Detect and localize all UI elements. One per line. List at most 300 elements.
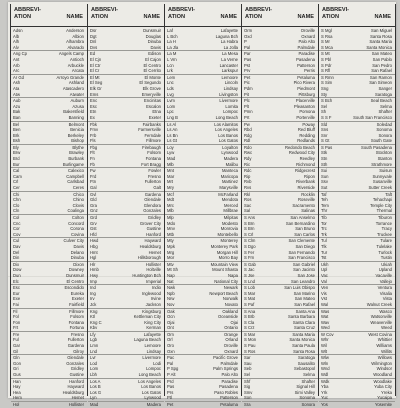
- abbreviation-cell: Ocn: [167, 314, 175, 320]
- name-cell: Orland: [225, 337, 238, 343]
- name-cell: Tulare: [380, 238, 392, 244]
- name-cell: Fullerton: [67, 337, 84, 343]
- name-cell: Alvarado: [67, 44, 84, 50]
- name-cell: Ripon: [304, 173, 315, 179]
- abbreviation-cell: Ls Bn: [167, 132, 178, 138]
- name-cell: Lynwood: [221, 150, 238, 156]
- name-cell: Long Beach: [215, 114, 238, 120]
- abbreviation-cell: Fb: [90, 161, 95, 167]
- abbreviation-cell: Teh: [321, 197, 328, 203]
- table-row: [165, 279, 241, 286]
- table-row: [242, 372, 318, 379]
- abbreviation-cell: Rkl: [244, 191, 251, 197]
- name-cell: Campbell: [66, 173, 84, 179]
- abbrev-label-line1: ABBREVI-: [14, 7, 42, 13]
- abbreviation-cell: Lcn: [167, 62, 174, 68]
- abbreviation-cell: Dow: [13, 267, 22, 273]
- abbreviation-cell: S Pau: [244, 343, 256, 349]
- abbreviation-cell: Lyn: [90, 395, 97, 401]
- name-cell: McFarland: [218, 191, 238, 197]
- abbreviation-cell: Thr: [321, 208, 328, 214]
- name-cell: Woodland: [373, 372, 392, 378]
- abbreviation-cell: S Brn: [244, 220, 255, 226]
- abbreviation-cell: Pac: [167, 355, 175, 361]
- abbreviation-cell: Fls: [90, 138, 96, 144]
- abbreviation-cell: Was: [321, 308, 330, 314]
- abbreviation-cell: S Jac: [244, 267, 255, 273]
- name-cell: Suisun: [379, 168, 392, 174]
- abbreviation-cell: Sra: [244, 402, 251, 407]
- abbreviation-cell: Plc: [244, 98, 250, 104]
- name-cell: El Cajon: [145, 56, 161, 62]
- name-cell: Taft: [385, 191, 392, 197]
- name-cell: Arcata: [71, 68, 84, 74]
- table-row: [11, 45, 87, 52]
- name-cell: Chico: [73, 191, 84, 197]
- name-cell: Fowler: [148, 168, 161, 174]
- name-cell: Long Beach: [138, 372, 161, 378]
- name-cell: El Centro: [66, 278, 84, 284]
- abbreviation-cell: Wav: [321, 319, 330, 325]
- name-cell: King City: [144, 319, 161, 325]
- abbreviation-cell: Lrk: [167, 68, 173, 74]
- name-cell: Richmond: [296, 161, 315, 167]
- name-cell: San Rafael: [371, 68, 392, 74]
- table-row: [165, 162, 241, 169]
- name-cell: Gridley: [70, 366, 84, 372]
- name-cell: Benicia: [70, 127, 84, 133]
- abbreviation-cell: Gri: [13, 366, 19, 372]
- name-cell: Gardena: [144, 191, 161, 197]
- abbreviation-cell: Lgb: [90, 337, 97, 343]
- name-cell: Folsom: [147, 150, 161, 156]
- abbreviation-cell: S Lnd: [244, 278, 255, 284]
- abbreviation-cell: S Ans: [244, 215, 255, 220]
- name-cell: San Mateo: [294, 296, 315, 302]
- name-cell: Sonora: [378, 132, 392, 138]
- abbreviation-cell: Lds: [167, 85, 174, 91]
- name-cell: Shafter: [301, 378, 315, 384]
- abbreviation-cell: Sut: [321, 185, 328, 191]
- name-cell: Escalon: [146, 103, 161, 109]
- name-cell: Sausalito: [297, 360, 315, 366]
- abbreviation-cell: Mnv: [167, 226, 175, 232]
- abbreviation-cell: Tib: [321, 215, 327, 220]
- name-cell: Milpitas: [223, 215, 238, 220]
- abbreviation-cell: Azu: [13, 103, 21, 109]
- abbreviation-cell: Pw: [244, 121, 250, 127]
- abbreviation-cell: S Ana: [244, 308, 256, 314]
- abbreviation-cell: Wln: [321, 360, 329, 366]
- name-cell: Exeter: [148, 114, 161, 120]
- abbreviation-cell: Rdy: [244, 156, 252, 162]
- abbreviation-cell: Oxn: [167, 348, 175, 354]
- name-cell: Los Gatos: [218, 138, 238, 144]
- abbreviation-cell: Rip: [244, 173, 251, 179]
- abbreviation-cell: Lom: [167, 103, 176, 109]
- abbreviation-cell: Brd: [13, 156, 20, 162]
- abbreviation-cell: Sui: [321, 168, 328, 174]
- abbreviation-cell: Wat: [321, 314, 329, 320]
- abbreviation-cell: S Mat: [244, 296, 255, 302]
- name-cell: Santa Barbara: [287, 314, 315, 320]
- name-cell: Glendora: [143, 202, 161, 208]
- name-cell: Redwood City: [288, 150, 315, 156]
- abbreviation-cell: Lvr: [90, 355, 96, 361]
- abbreviation-cell: Ben: [13, 127, 21, 133]
- table-row: [319, 208, 395, 215]
- table-row: [11, 279, 87, 286]
- name-cell: Bakersfield: [63, 109, 84, 115]
- name-cell: Delano: [70, 249, 84, 255]
- abbreviation-cell: Rvb: [244, 179, 252, 185]
- name-cell: Kettleman City: [133, 314, 161, 320]
- table-row: [242, 92, 318, 99]
- table-row: [88, 45, 164, 52]
- abbreviation-cell: Mlb: [167, 208, 174, 214]
- name-cell: Oxnard: [224, 348, 238, 354]
- abbreviation-cell: Smv: [244, 389, 253, 395]
- table-row: [88, 402, 164, 408]
- abbreviation-cell: S Dgo: [244, 243, 256, 249]
- name-cell: Turlock: [378, 249, 392, 255]
- name-cell: Healdsburg: [139, 243, 161, 249]
- table-row: [242, 115, 318, 122]
- abbreviation-cell: Tst: [321, 255, 327, 261]
- abbreviation-cell: Mnt: [167, 168, 174, 174]
- abbreviation-cell: Mlb: [167, 161, 174, 167]
- name-cell: San Leandro: [291, 278, 315, 284]
- name-cell: Red Bluff: [297, 127, 315, 133]
- abbreviation-cell: Ban: [13, 114, 21, 120]
- name-cell: Weaverville: [370, 319, 392, 325]
- table-row: [11, 395, 87, 402]
- table-row: [88, 185, 164, 192]
- name-cell: Tiburon: [377, 215, 392, 220]
- name-cell: Livermore: [219, 98, 238, 104]
- name-cell: Bishop: [71, 138, 84, 144]
- table-row: [88, 255, 164, 262]
- table-row: [242, 279, 318, 286]
- abbreviation-cell: Vac: [321, 272, 328, 278]
- abbreviation-cell: S Mt: [321, 51, 330, 57]
- name-cell: Riverside: [297, 185, 315, 191]
- name-cell: Los Angeles: [138, 378, 161, 384]
- name-cell: Thermal: [376, 208, 392, 214]
- table-row: [242, 138, 318, 145]
- abbreviation-cell: Whr: [321, 337, 329, 343]
- column-4: [241, 4, 318, 407]
- name-cell: Stockton: [375, 150, 392, 156]
- table-row: [242, 162, 318, 169]
- abbreviation-cell: Adsn: [13, 28, 23, 33]
- abbreviation-cell: Fai: [13, 301, 19, 307]
- table-row: [11, 68, 87, 75]
- abbreviation-cell: Stk: [321, 150, 328, 156]
- table-row: [11, 232, 87, 239]
- name-cell: Ojai: [230, 319, 238, 325]
- abbreviation-cell: Lmn: [90, 343, 99, 349]
- abbreviation-cell: Stn: [321, 156, 328, 162]
- abbreviation-cell: S Clm: [244, 238, 256, 244]
- name-cell: Novato: [224, 301, 238, 307]
- name-cell: San Pedro: [372, 62, 392, 68]
- name-cell: Glendale: [144, 197, 161, 203]
- table-row: [88, 325, 164, 332]
- name-cell: Pasadena: [219, 384, 238, 390]
- abbreviation-cell: Pet: [167, 402, 174, 407]
- name-cell: Paso Robles: [214, 389, 238, 395]
- table-row: [242, 185, 318, 192]
- abbreviation-cell: Pal: [244, 44, 251, 50]
- name-cell: Yuba City: [374, 384, 392, 390]
- abbreviation-cell: Wed: [321, 325, 330, 331]
- name-cell: Lindsay: [223, 85, 238, 91]
- name-cell: Piedmont: [297, 85, 315, 91]
- abbreviation-cell: Cer: [13, 185, 20, 191]
- abbrev-label-line2: ATION: [322, 14, 339, 20]
- column-header: [165, 4, 241, 27]
- abbreviation-cell: Gil: [13, 348, 19, 354]
- name-cell: Redding: [299, 132, 315, 138]
- name-cell: Willows: [377, 355, 392, 361]
- abbrev-label-line1: ABBREVI-: [245, 7, 273, 13]
- name-cell: Dunsmuir: [143, 28, 161, 33]
- name-cell: Ontario: [224, 325, 238, 331]
- table-row: [319, 138, 395, 145]
- abbreviation-cell: El Cjn: [90, 56, 102, 62]
- name-cell: Sebastopol: [294, 366, 315, 372]
- name-cell: Ashland: [68, 80, 84, 86]
- abbreviation-cell: Dvs: [90, 44, 98, 50]
- abbreviation-cell: Lvg: [167, 91, 174, 97]
- table-row: [165, 255, 241, 262]
- table-row: [319, 185, 395, 192]
- name-cell: Napa: [227, 272, 238, 278]
- table-row: [88, 92, 164, 99]
- abbreviation-cell: Arc: [13, 68, 20, 74]
- entry-list: [242, 27, 318, 408]
- name-cell: Gustine: [146, 226, 161, 232]
- abbreviation-cell: Cal: [13, 168, 20, 174]
- abbreviation-cell: Esc: [13, 285, 20, 291]
- abbreviation-cell: Flt: [90, 150, 95, 156]
- abbreviation-cell: Hol: [13, 402, 20, 407]
- abbreviation-cell: Kbv: [90, 325, 98, 331]
- name-cell: Hillsborough: [137, 255, 161, 261]
- abbreviation-cell: Imp: [90, 278, 97, 284]
- name-cell: Pleasanton: [294, 103, 315, 109]
- name-cell: Belmont: [68, 121, 84, 127]
- abbreviation-cell: Lvm: [167, 98, 175, 104]
- abbreviation-cell: El Ctr: [90, 62, 101, 68]
- abbreviation-cell: Shf: [244, 378, 251, 384]
- name-cell: Tulelake: [376, 243, 392, 249]
- name-cell: Sutter Creek: [368, 185, 392, 191]
- name-cell: Merced: [224, 202, 238, 208]
- abbreviation-cell: Cor: [13, 226, 20, 232]
- name-cell: Shafter: [378, 109, 392, 115]
- name-cell: Banning: [68, 114, 84, 120]
- table-row: [242, 325, 318, 332]
- abbreviation-cell: Fw: [90, 168, 96, 174]
- name-cell: Yreka: [381, 389, 392, 395]
- abbreviation-cell: S Mr: [321, 39, 330, 45]
- abbreviation-cell: Nov: [167, 301, 175, 307]
- abbreviation-cell: Orn: [167, 331, 174, 337]
- abbreviation-cell: Pas: [167, 384, 175, 390]
- name-cell: Angels Camp: [58, 51, 84, 57]
- abbreviation-cell: Ing: [90, 290, 96, 296]
- abbreviation-cell: Fbk: [90, 121, 97, 127]
- name-cell: Petaluma: [297, 74, 315, 80]
- name-cell: Colton: [71, 215, 84, 220]
- name-cell: Santa Ana: [295, 308, 315, 314]
- name-cell: Ferndale: [144, 132, 161, 138]
- name-cell: Orange: [224, 331, 238, 337]
- abbreviation-cell: Gln: [13, 355, 20, 361]
- name-cell: Hollister: [145, 261, 161, 267]
- abbreviation-cell: Sel: [244, 372, 251, 378]
- entry-list: [319, 27, 395, 408]
- abbreviation-cell: Jck: [90, 301, 97, 307]
- name-cell: Lindsay: [146, 348, 161, 354]
- abbreviation-cell: S Mca: [321, 44, 333, 50]
- name-cell: Encinitas: [144, 98, 161, 104]
- name-cell: Willits: [381, 348, 392, 354]
- abbreviation-cell: Lpc: [167, 109, 174, 115]
- column-5: [318, 4, 396, 407]
- abbreviation-cell: Mcf: [167, 191, 174, 197]
- abbreviation-cell: La Jla: [167, 44, 179, 50]
- name-cell: Downey: [68, 267, 84, 273]
- abbreviation-cell: Gra: [90, 202, 97, 208]
- name-cell: Oakland: [222, 308, 238, 314]
- abbreviation-cell: Hbg: [90, 243, 98, 249]
- abbreviation-cell: Lnd: [90, 348, 97, 354]
- abbreviation-cell: S Pdr: [321, 62, 332, 68]
- abbreviation-cell: Mrt: [167, 179, 174, 185]
- abbreviation-cell: S Crz: [244, 325, 255, 331]
- abbreviation-cell: Sac: [244, 202, 252, 208]
- abbreviation-cell: Fre: [13, 331, 20, 337]
- abbreviation-cell: Sar: [244, 355, 251, 361]
- table-row: [165, 395, 241, 402]
- name-cell: Santa Cruz: [294, 325, 315, 331]
- columns-container: [10, 4, 394, 407]
- abbreviation-cell: Oro: [167, 343, 174, 349]
- abbreviation-cell: Oak: [167, 308, 175, 314]
- name-cell: Edison: [148, 51, 161, 57]
- abbreviation-cell: Mt Sh: [167, 267, 178, 273]
- name-cell: Santa Paula: [292, 343, 315, 349]
- name-cell: Chino: [73, 197, 84, 203]
- name-cell: Pomona: [299, 109, 315, 115]
- abbreviation-cell: Fn: [90, 156, 95, 162]
- table-row: [165, 45, 241, 52]
- name-cell: Lompoc: [223, 109, 238, 115]
- abbreviation-cell: Ls An: [167, 127, 178, 133]
- name-cell: Berkeley: [67, 132, 84, 138]
- column-header: [11, 4, 87, 27]
- name-cell: Fillmore: [69, 308, 84, 314]
- table-row: [165, 349, 241, 356]
- name-cell: Firebaugh: [142, 144, 161, 150]
- abbreviation-cell: Exe: [13, 296, 21, 302]
- name-cell: Los Angeles: [215, 127, 238, 133]
- name-cell: Paradise: [298, 51, 315, 57]
- table-row: [88, 302, 164, 309]
- column-2: [87, 4, 164, 407]
- abbreviation-cell: Ex: [90, 114, 95, 120]
- abbreviation-cell: Eur: [13, 290, 20, 296]
- table-row: [165, 92, 241, 99]
- abbreviation-cell: Sun: [321, 173, 329, 179]
- name-cell: Vista: [382, 296, 392, 302]
- name-cell: Whittier: [377, 337, 392, 343]
- name-cell: La Verne: [221, 56, 238, 62]
- abbreviation-cell: S Crl: [244, 231, 254, 237]
- name-cell: Santa Monica: [289, 337, 315, 343]
- abbreviation-cell: Mdt: [167, 197, 174, 203]
- table-row: [242, 232, 318, 239]
- name-cell: Marysville: [219, 185, 238, 191]
- abbreviation-cell: S Fer: [244, 249, 255, 255]
- abbreviation-cell: Sth: [321, 161, 328, 167]
- name-cell: Pico Rivera: [293, 80, 315, 86]
- name-cell: Burlingame: [62, 161, 84, 167]
- name-cell: Atwater: [69, 91, 84, 97]
- abbreviation-cell: Dun: [13, 272, 21, 278]
- name-cell: Douglas: [145, 33, 161, 39]
- abbreviation-cell: Lnc: [167, 80, 174, 86]
- abbreviation-cell: Los G: [90, 389, 102, 395]
- name-cell: Brawley: [69, 150, 84, 156]
- name-cell: Grover City: [139, 220, 161, 226]
- table-row: [165, 402, 241, 408]
- name-cell: Malibu: [225, 161, 238, 167]
- abbreviation-cell: Vst: [321, 296, 328, 302]
- name-cell: Santa Monica: [366, 44, 392, 50]
- table-row: [319, 232, 395, 239]
- abbreviation-cell: Ful: [13, 337, 19, 343]
- name-cell: Galt: [153, 185, 161, 191]
- abbreviation-cell: Fon: [13, 319, 21, 325]
- abbreviation-cell: Gus: [13, 372, 21, 378]
- name-cell: Hanford: [146, 231, 161, 237]
- name-cell: Williams: [376, 343, 392, 349]
- abbreviation-cell: Crl: [13, 179, 19, 185]
- abbreviation-cell: La M: [167, 51, 177, 57]
- abbreviation-cell: Bsh: [13, 138, 21, 144]
- abbreviation-cell: Brw: [13, 150, 21, 156]
- abbreviation-cell: S Ros: [244, 348, 256, 354]
- entry-list: [165, 27, 241, 408]
- name-cell: Windsor: [376, 366, 392, 372]
- entry-list: [88, 27, 164, 408]
- name-cell: Weed: [381, 325, 392, 331]
- abbreviation-cell: Elk Gr: [90, 85, 102, 91]
- abbreviation-cell: Prd: [167, 378, 174, 384]
- name-cell: Palmdale: [297, 44, 315, 50]
- column-header: [319, 4, 395, 27]
- abbreviation-cell: Mad: [90, 402, 99, 407]
- abbreviation-cell: Hfd: [90, 231, 97, 237]
- abbreviation-cell: Rdc: [244, 168, 252, 174]
- name-label: NAME: [143, 14, 160, 20]
- table-row: [88, 349, 164, 356]
- name-cell: Petaluma: [220, 402, 238, 407]
